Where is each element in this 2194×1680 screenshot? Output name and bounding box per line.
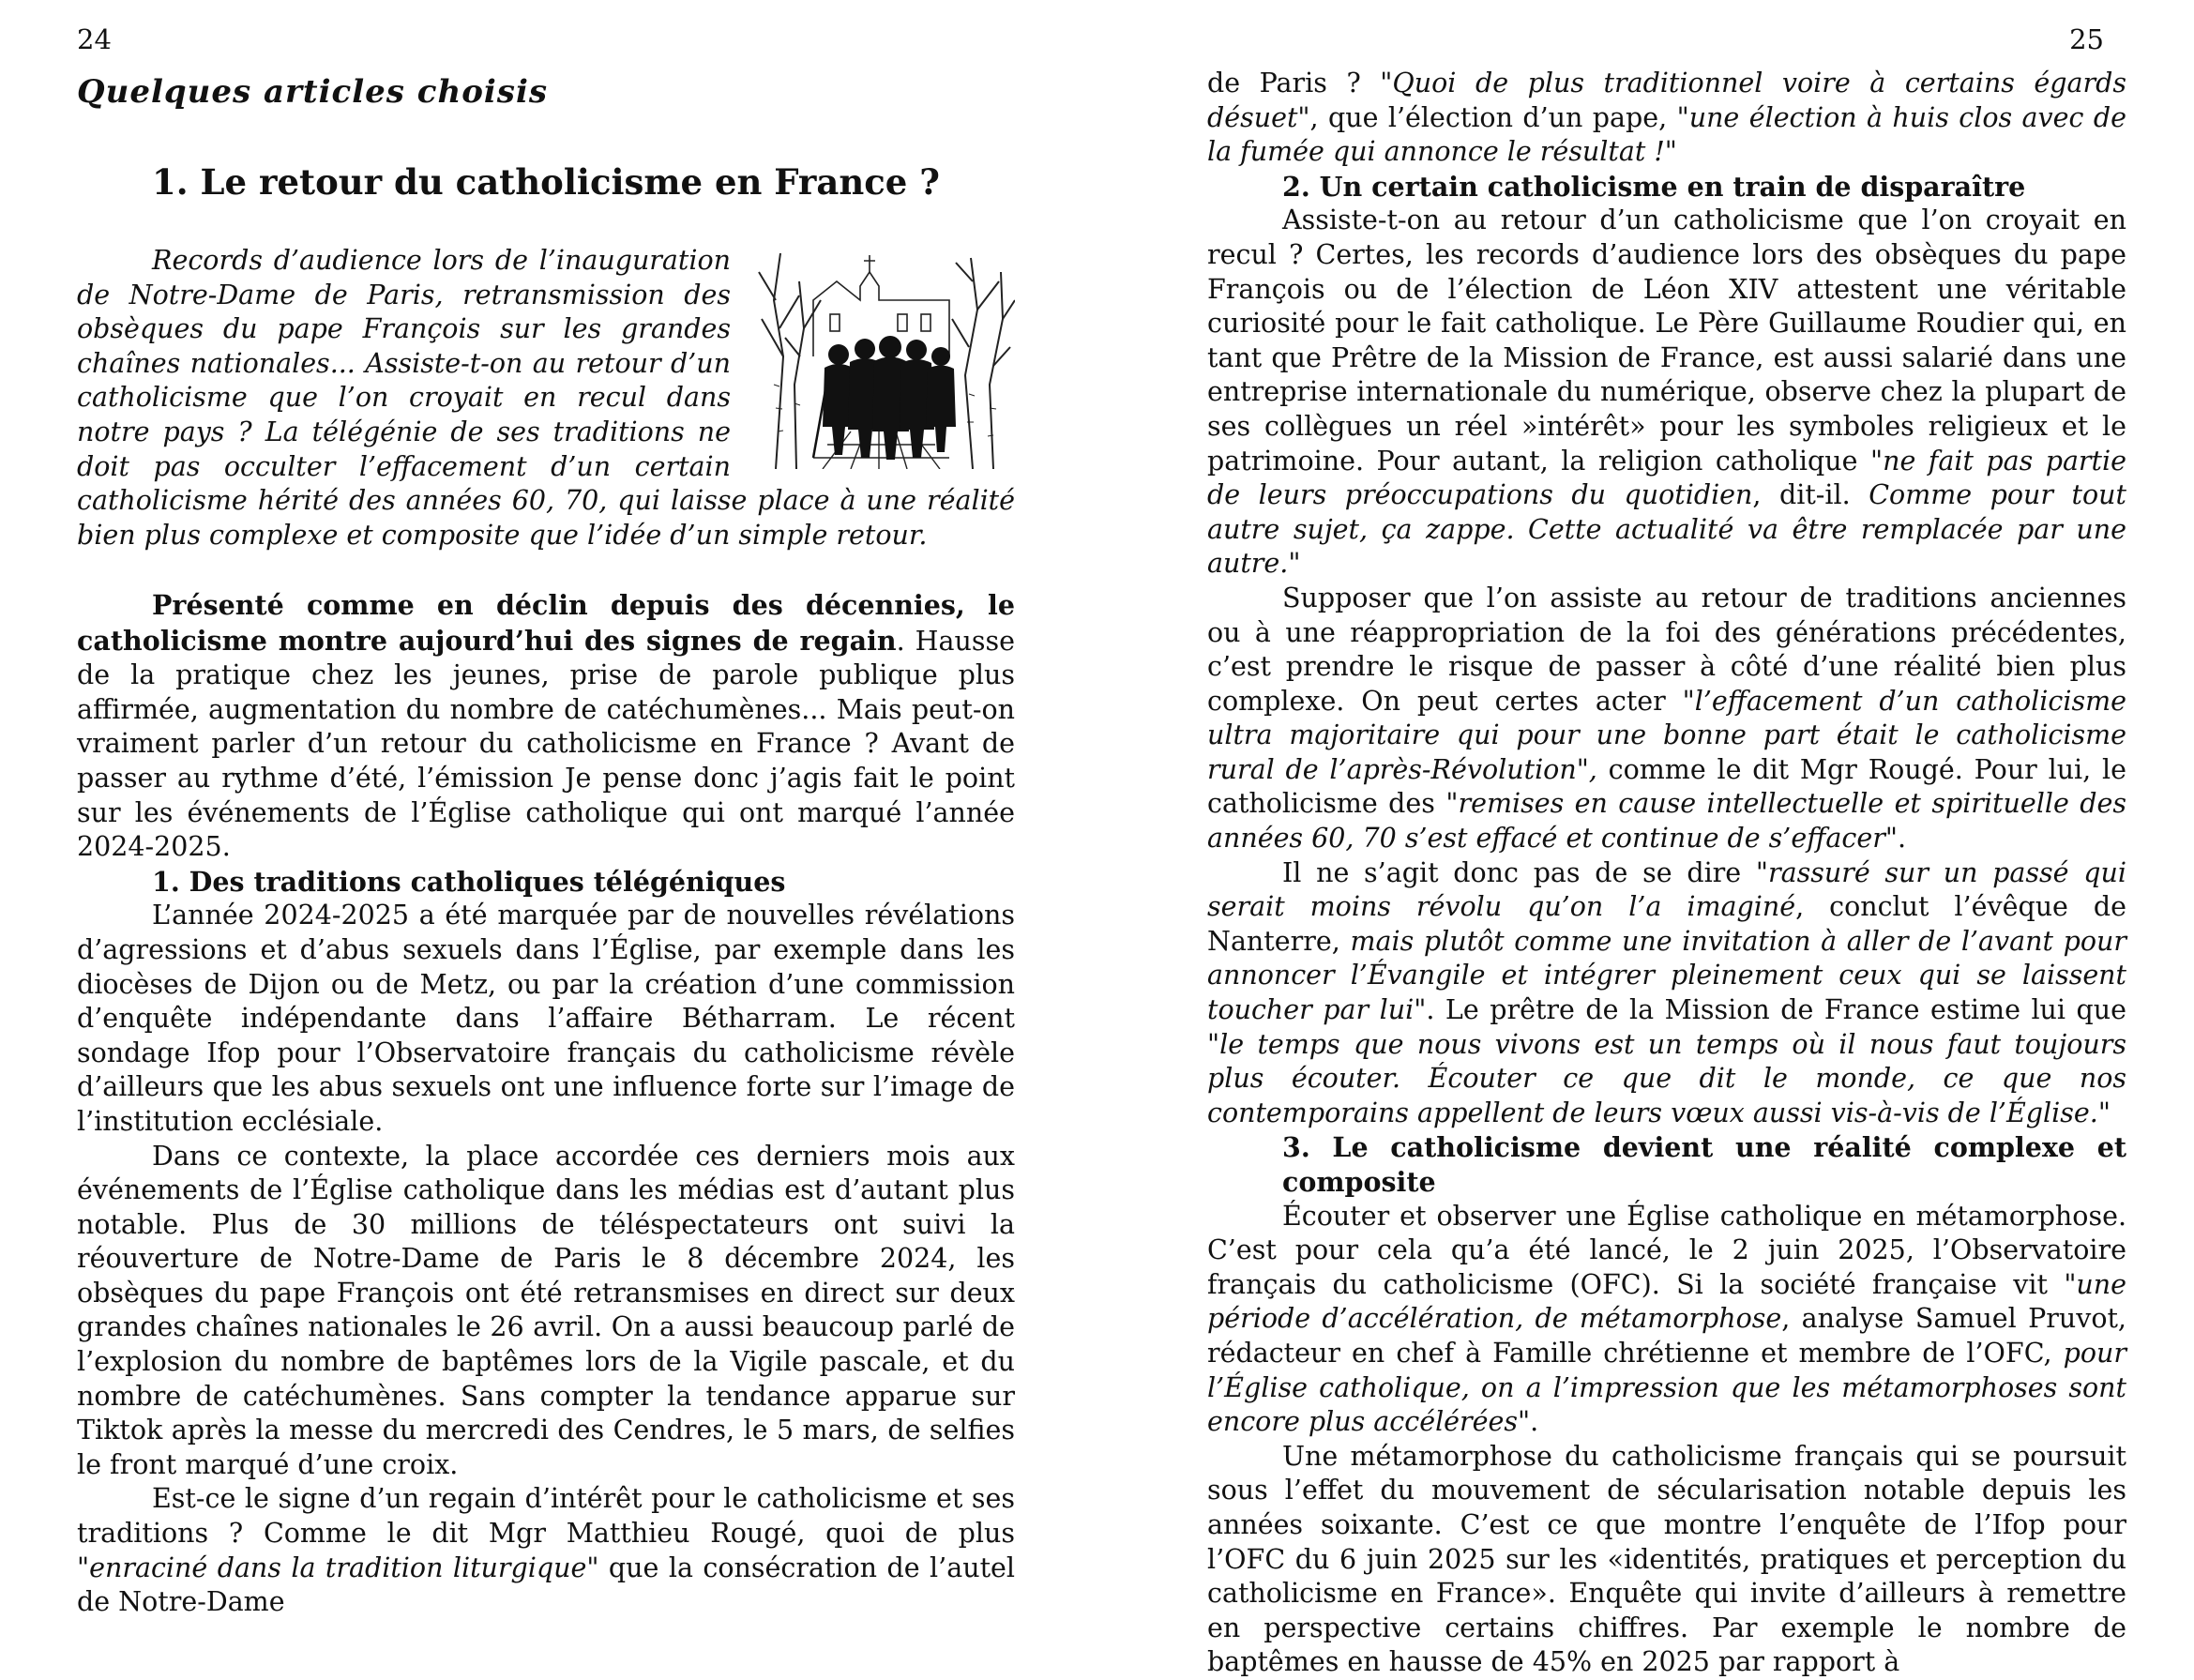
paragraph-3-start: Est-ce le signe d’un regain d’intérêt pour le catholicisme et ses traditions ? Comme le dit Mgr Matthieu Rougé, quoi de plus — [77, 1483, 1015, 1550]
paragraph-7-start: Écouter et observer une Église catholique en métamorphose. C’est pour cela qu’a été lancé, le 2 juin 2025, l’Observatoire français du catholicisme (OFC). Si la société française vit — [1207, 1200, 2126, 1300]
paragraph-7-quote-2: pour l’Église catholique, on a l’impression que les métamorphoses sont encore plus accélérées" — [1207, 1337, 2126, 1438]
continuation-start: de Paris ? — [1207, 68, 1381, 98]
paragraph-1: L’année 2024-2025 a été marquée par de nouvelles révélations d’agressions et d’abus sexuels dans l’Église, par exemple dans les diocèses de Dijon ou de Metz, ou par la création d’une commission d’enquête indépendante dans l’affaire Bétharram. Le récent sondage Ifop pour l’Observatoire français du catholicisme révèle d’ailleurs que les abus sexuels ont une influence forte sur l’image de l’institution ecclésiale. — [77, 900, 1015, 1137]
article-body-left — [77, 588, 1015, 1620]
paragraph-7-mid: , analyse Samuel Pruvot, rédacteur en chef à Famille chrétienne et membre de l’OFC, — [1207, 1303, 2126, 1369]
continuation-paragraph — [1207, 67, 2126, 170]
paragraph-8: Une métamorphose du catholicisme français qui se poursuit sous l’effet du mouvement de sécularisation notable depuis les années soixante. C’est ce que montre l’enquête de l’Ifop pour l’OFC du 6 juin 2025 sur les «identités, pratiques et perception du catholicisme en France». Enquête qui invite d’ailleurs à remettre en perspective certains chiffres. Par exemple le nombre de baptêmes en hausse de 45% en 2025 par rapport à — [1207, 1440, 2126, 1678]
paragraph-6-mid: , conclut l’évêque de Nanterre, — [1207, 891, 2126, 957]
paragraph-3-quote: "enraciné dans la tradition liturgique" — [77, 1551, 599, 1583]
paragraph-5 — [1207, 582, 2126, 856]
page-number-right: 25 — [2069, 23, 2104, 55]
page-number-left: 24 — [77, 23, 112, 55]
paragraph-2: Dans ce contexte, la place accordée ces derniers mois aux événements de l’Église catholique dans les médias est d’autant plus notable. Plus de 30 millions de téléspectateurs ont suivi la réouverture de Notre-Dame de Paris le 8 décembre 2024, les obsèques du pape François ont été retransmises en direct sur deux grandes chaînes nationales le 26 avril. On a aussi beaucoup parlé de l’explosion du nombre de baptêmes lors de la Vigile pascale, et du nombre de catéchumènes. Sans compter la tendance apparue sur Tiktok après la messe du mercredi des Cendres, le 5 mars, de selfies le front marqué d’une croix. — [77, 1140, 1015, 1480]
paragraph-4 — [1207, 204, 2126, 582]
paragraph-4-mid: , dit-il. — [1752, 479, 1869, 511]
intro-rest: . Hausse de la pratique chez les jeunes, prise de parole publique plus affirmée, augmentation du nombre de catéchumènes... Mais peut-on vraiment parler d’un retour du catholicisme en France ? Avant de passer au rythme d’été, l’émission Je pense donc j’agis fait le point sur les événements de l’Église catholique qui ont marqué l’année 2024-2025. — [77, 625, 1015, 863]
paragraph-7-end: . — [1530, 1406, 1539, 1438]
heading-2: 2. Un certain catholicisme en train de disparaître — [1282, 170, 2026, 203]
continuation-quote-1: "Quoi de plus traditionnel voire à certains égards désuet" — [1207, 68, 2126, 133]
continuation-mid: , que l’élection d’un pape, — [1309, 101, 1677, 133]
right-page — [1097, 0, 2194, 1678]
paragraph-5-end: . — [1897, 823, 1907, 855]
paragraph-4-start: Assiste-t-on au retour d’un catholicisme que l’on croyait en recul ? Certes, les records d’audience lors des obsèques du pape François ou de l’élection de Léon XIV attestent une véritable curiosité pour le fait catholique. Le Père Guillaume Roudier qui, en tant que Prêtre de la Mission de France, est aussi salarié dans une entreprise internationale du numérique, observe chez la plupart de ses collègues un réel »intérêt» pour les symboles religieux et le patrimoine. Pour autant, la religion catholique — [1207, 204, 2126, 477]
paragraph-7-quote-1: "une période d’accélération, de métamorphose — [1207, 1268, 2126, 1335]
paragraph-5-start: Supposer que l’on assiste au retour de traditions anciennes ou à une réappropriation de la foi des générations précédentes, c’est prendre le risque de passer à côté d’une réalité bien plus complexe. On peut certes acter — [1207, 582, 2126, 717]
paragraph-5-quote-2: "remises en cause intellectuelle et spirituelle des années 60, 70 s’est effacé et continue de s’effacer" — [1207, 788, 2126, 855]
article-body-right — [1207, 67, 2126, 1680]
intro-paragraph — [77, 588, 1015, 865]
paragraph-7 — [1207, 1200, 2126, 1440]
heading-3: 3. Le catholicisme devient une réalité complexe et composite — [1282, 1131, 2126, 1198]
paragraph-4-quote-2: Comme pour tout autre sujet, ça zappe. Cette actualité va être remplacée par une autre." — [1207, 479, 2126, 580]
continuation-quote-2: "une élection à huis clos avec de la fumée qui annonce le résultat !" — [1207, 101, 2126, 168]
chapeau-text: Records d’audience lors de l’inauguration de Notre-Dame de Paris, retransmission des obsèques du pape François sur les grandes chaînes nationales... Assiste-t-on au retour d’un catholicisme que l’on croyait en recul dans notre pays ? La télégénie de ses traditions ne doit pas occulter l’effacement d’un certain catholicisme hérité des années 60, 70, qui laisse place à une réalité bien plus complexe et composite que l’idée d’un simple retour. — [77, 245, 1015, 551]
chapeau — [77, 244, 1015, 552]
section-title: Quelques articles choisis — [77, 73, 548, 111]
paragraph-5-quote-1: "l’effacement d’un catholicisme ultra majoritaire qui pour une bonne part était le catholicisme rural de l’après-Révolution", — [1207, 685, 2126, 785]
church-silhouette-people-illustration — [748, 244, 1015, 469]
paragraph-6-start: Il ne s’agit donc pas de se dire — [1282, 856, 1756, 888]
paragraph-5-mid: comme le dit Mgr Rougé. Pour lui, le catholicisme des — [1207, 753, 2127, 820]
paragraph-6-quote-1: "rassuré sur un passé qui serait moins révolu qu’on l’a imaginé — [1207, 856, 2126, 923]
paragraph-3-end: que la consécration de l’autel de Notre-Dame — [77, 1551, 1015, 1618]
paragraph-6 — [1207, 856, 2126, 1131]
left-page — [0, 0, 1097, 1618]
paragraph-6-quote-2: mais plutôt comme une invitation à aller de l’avant pour annoncer l’Évangile et intégrer pleinement ceux qui se laissent toucher par lui" — [1207, 925, 2126, 1026]
paragraph-6-quote-3: "le temps que nous vivons est un temps où il nous faut toujours plus écouter. Écouter ce que dit le monde, ce que nos contemporains appellent de leurs vœux aussi vis-à-vis de l’Église." — [1207, 1028, 2126, 1128]
paragraph-4-quote-1: "ne fait pas partie de leurs préoccupations du quotidien — [1207, 445, 2126, 511]
intro-bold: Présenté comme en déclin depuis des décennies, le catholicisme montre aujourd’hui des signes de regain — [77, 589, 1015, 657]
article-title: 1. Le retour du catholicisme en France ? — [152, 161, 940, 203]
heading-1: 1. Des traditions catholiques télégéniques — [152, 865, 786, 898]
paragraph-6-mid-2: . Le prêtre de la Mission de France estime lui que — [1426, 994, 2126, 1026]
